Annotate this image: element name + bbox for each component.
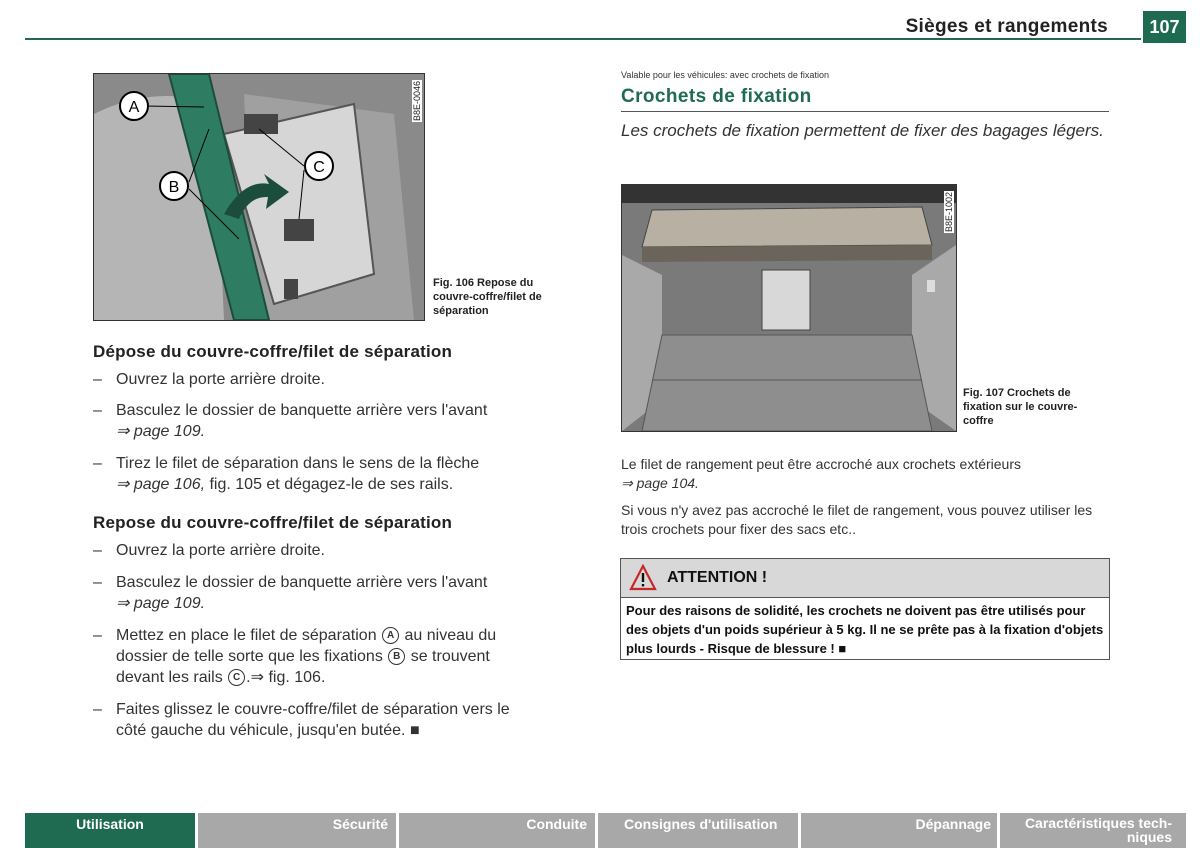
tab-label: Dépannage — [915, 816, 991, 832]
warning-text: Pour des raisons de solidité, les crochets ne doivent pas être utilisés pour des objets d'un poids supérieur à 5 kg. Il ne se prête pas à la fixation d'objets plus lourds - Risque de blessure ! ■ — [626, 603, 1104, 656]
tab-label: Sécurité — [332, 816, 388, 832]
list-item: – Ouvrez la porte arrière droite. — [93, 369, 583, 390]
paragraph: Si vous n'y avez pas accroché le filet de rangement, vous pouvez utiliser les trois crochets pour fixer des sacs etc.. — [621, 502, 1093, 537]
warning-box — [620, 558, 1110, 660]
list-item-text: au niveau du — [400, 627, 497, 644]
tab-label: Conduite — [526, 816, 587, 832]
callout-a-icon: A — [382, 627, 399, 644]
list-item: – Ouvrez la porte arrière droite. — [93, 540, 583, 561]
tab-label: niques — [1126, 829, 1172, 845]
list-item-text: se trouvent — [406, 648, 490, 665]
list-item-text: côté gauche du véhicule, jusqu'en butée. ■ — [116, 722, 420, 739]
callout-c-icon: C — [228, 669, 245, 686]
list-item-text: Basculez le dossier de banquette arrière vers l'avant — [116, 574, 488, 591]
heading-depose: Dépose du couvre-coffre/filet de séparation — [93, 342, 453, 361]
list-item-text: fig. 105 et dégagez-le de ses rails. — [205, 476, 454, 493]
page-reference-link[interactable]: ⇒ page 109. — [116, 423, 206, 440]
list-item-text: Ouvrez la porte arrière droite. — [116, 542, 325, 559]
validity-note: Valable pour les véhicules: avec crochets de fixation — [621, 70, 829, 80]
tab-securite[interactable] — [198, 813, 396, 848]
tab-label: Utilisation — [76, 816, 144, 832]
figure-label-a: A — [128, 99, 140, 116]
page-number: 107 — [1143, 11, 1186, 43]
list-item-text: Ouvrez la porte arrière droite. — [116, 371, 325, 388]
tab-label: Consignes d'utilisation — [624, 816, 778, 832]
tab-caracteristiques[interactable] — [1000, 813, 1186, 848]
figure-code: B8E-1002 — [944, 192, 954, 233]
section-title: Sièges et rangements — [905, 16, 1108, 37]
list-item: – Basculez le dossier de banquette arrière vers l'avant ⇒ page 109. — [93, 574, 488, 612]
list-item-text: Basculez le dossier de banquette arrière vers l'avant — [116, 402, 488, 419]
figure-code: B8E-0046 — [412, 81, 422, 122]
list-item-text: Faites glissez le couvre-coffre/filet de séparation vers le — [116, 701, 510, 718]
tab-utilisation[interactable] — [25, 813, 195, 848]
figure-107 — [621, 184, 957, 432]
figure-106 — [93, 73, 425, 321]
heading-repose: Repose du couvre-coffre/filet de séparation — [93, 513, 453, 532]
warning-header — [621, 559, 1109, 598]
figure-107-caption: Fig. 107 Crochets de fixation sur le couvre-coffre — [963, 387, 1078, 427]
heading-crochets: Crochets de fixation — [621, 86, 812, 107]
heading-rule — [621, 111, 1109, 112]
list-item: – Faites glissez le couvre-coffre/filet de séparation vers le côté gauche du véhicule, jusqu'en butée. ■ — [93, 701, 510, 739]
paragraph-text: Le filet de rangement peut être accroché aux crochets extérieurs — [621, 456, 1021, 472]
list-item: – Basculez le dossier de banquette arrière vers l'avant ⇒ page 109. — [93, 402, 488, 440]
figure-106-caption: Fig. 106 Repose du couvre-coffre/filet de séparation — [433, 277, 542, 317]
warning-title: ATTENTION ! — [667, 569, 768, 586]
list-item-text: Tirez le filet de séparation dans le sens de la flèche — [116, 455, 480, 472]
callout-b-icon: B — [388, 648, 405, 665]
tab-label: Caractéristiques tech- — [1024, 815, 1172, 831]
figure-label-c: C — [313, 159, 325, 176]
intro-text: Les crochets de fixation permettent de fixer des bagages légers. — [621, 121, 1104, 140]
tab-depannage[interactable] — [801, 813, 997, 848]
list-item: – Mettez en place le filet de séparation A au niveau du dossier de telle sorte que les fixations B se trouvent devant les rails C .⇒ fig. 106. — [93, 627, 497, 686]
list-item: – Tirez le filet de séparation dans le sens de la flèche ⇒ page 106, fig. 105 et dégagez-le de ses rails. — [93, 455, 480, 493]
page-reference-link[interactable]: ⇒ page 109. — [116, 595, 206, 612]
header-rule — [25, 38, 1141, 40]
tab-conduite[interactable] — [399, 813, 595, 848]
figure-label-b: B — [168, 179, 180, 196]
warning-triangle-icon — [629, 564, 657, 591]
list-item-text: Mettez en place le filet de séparation — [116, 627, 377, 644]
page-reference-link[interactable]: ⇒ page 104. — [621, 475, 699, 491]
tab-consignes[interactable] — [598, 813, 798, 848]
paragraph — [621, 455, 1111, 493]
figure-reference-link[interactable]: .⇒ fig. 106. — [246, 669, 326, 686]
list-item-text: devant les rails — [116, 669, 223, 686]
page-reference-link[interactable]: ⇒ page 106, — [116, 476, 206, 493]
list-item-text: dossier de telle sorte que les fixations — [116, 648, 383, 665]
